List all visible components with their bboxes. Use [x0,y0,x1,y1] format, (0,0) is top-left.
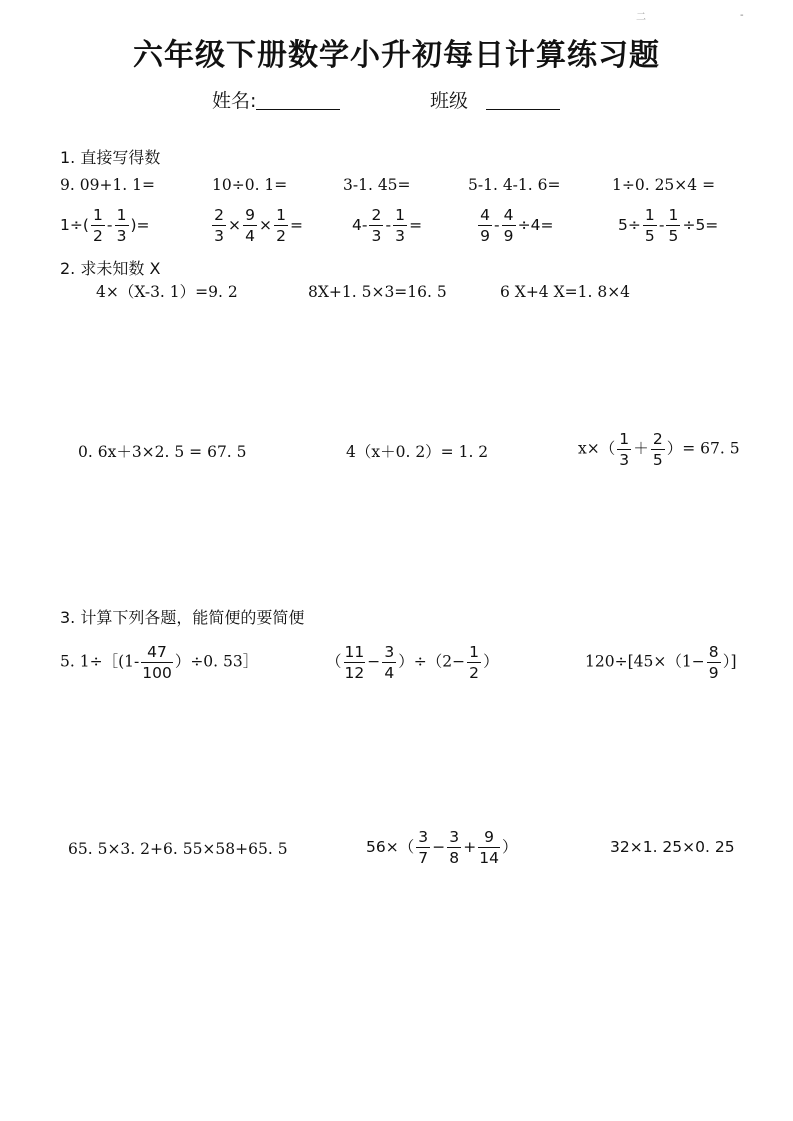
fraction: $\frac{11}{12}$ [344,643,365,682]
s3-r2-e3: 32×1. 25×0. 25 [610,838,735,856]
s1-r1-e4: 5-1. 4-1. 6= [468,176,561,194]
fraction: $\frac{1}{3}$ [115,206,129,245]
name-blank[interactable] [256,91,340,110]
fraction: $\frac{3}{4}$ [382,643,396,682]
class-field[interactable] [430,86,560,113]
s2-r2-e1: 0. 6x＋3×2. 5 = 67. 5 [78,443,247,461]
s1-r2-e5: 5÷ $\frac{1}{5}$ - $\frac{1}{5}$ ÷5= [618,206,719,245]
fraction: $\frac{2}{3}$ [212,206,226,245]
fraction: $\frac{9}{4}$ [243,206,257,245]
s3-r2-e2: 56×（ $\frac{3}{7}$ − $\frac{3}{8}$ + $\frac{9}{14}$ ） [366,828,518,867]
name-label: 姓名: [212,90,257,112]
section1-heading: 1. 直接写得数 [60,148,161,167]
s2-r1-e3: 6 X+4 X=1. 8×4 [500,283,631,301]
fraction: $\frac{1}{2}$ [274,206,288,245]
corner-mark-1: 二 [636,12,646,23]
s2-r1-e2: 8X+1. 5×3=16. 5 [308,283,447,301]
fraction: $\frac{8}{9}$ [707,643,721,682]
s1-r2-e2: $\frac{2}{3}$ × $\frac{9}{4}$ × $\frac{1}{2}$ = [210,206,303,245]
s1-r1-e2: 10÷0. 1= [212,176,288,194]
fraction: $\frac{4}{9}$ [502,206,516,245]
s1-r1-e5: 1÷0. 25×4 = [612,176,716,194]
fraction: $\frac{1}{3}$ [617,430,631,469]
fraction: $\frac{2}{5}$ [651,430,665,469]
fraction: $\frac{1}{3}$ [393,206,407,245]
s3-r2-e1: 65. 5×3. 2+6. 55×58+65. 5 [68,840,288,858]
section2-heading: 2. 求未知数 X [60,259,161,278]
page-title: 六年级下册数学小升初每日计算练习题 [133,38,660,73]
s2-r2-e2: 4（x＋0. 2）= 1. 2 [346,443,489,461]
fraction: $\frac{3}{7}$ [416,828,430,867]
s2-r1-e1: 4×（X-3. 1）=9. 2 [96,283,238,301]
fraction: $\frac{1}{5}$ [643,206,657,245]
fraction: $\frac{1}{2}$ [467,643,481,682]
s1-r2-e1: 1÷( $\frac{1}{2}$ - $\frac{1}{3}$ )= [60,206,150,245]
name-field[interactable] [212,86,340,113]
s1-r1-e3: 3-1. 45= [343,176,411,194]
s2-r2-e3: x×（ $\frac{1}{3}$ ＋ $\frac{2}{5}$ ）= 67. 5 [578,430,740,469]
corner-mark-2: - [740,10,744,21]
s3-r1-e2: （ $\frac{11}{12}$ − $\frac{3}{4}$ ）÷（2− $\frac{1}{2}$ ） [326,643,499,682]
s3-r1-e1: 5. 1÷［(1- $\frac{47}{100}$ ）÷0. 53］ [60,643,259,682]
fraction: $\frac{9}{14}$ [479,828,499,867]
class-blank[interactable] [486,91,560,110]
fraction: $\frac{47}{100}$ [142,643,172,682]
fraction: $\frac{3}{8}$ [447,828,461,867]
class-label: 班级 [430,90,469,112]
fraction: $\frac{4}{9}$ [478,206,492,245]
section3-heading: 3. 计算下列各题，能简便的要简便 [60,608,305,627]
s1-r1-e1: 9. 09+1. 1= [60,176,155,194]
s1-r2-e4: $\frac{4}{9}$ - $\frac{4}{9}$ ÷4= [476,206,553,245]
s1-r2-e3: 4- $\frac{2}{3}$ - $\frac{1}{3}$ = [352,206,423,245]
fraction: $\frac{1}{5}$ [666,206,680,245]
s3-r1-e3: 120÷[45×（1− $\frac{8}{9}$ ）] [585,643,737,682]
fraction: $\frac{2}{3}$ [369,206,383,245]
fraction: $\frac{1}{2}$ [91,206,105,245]
